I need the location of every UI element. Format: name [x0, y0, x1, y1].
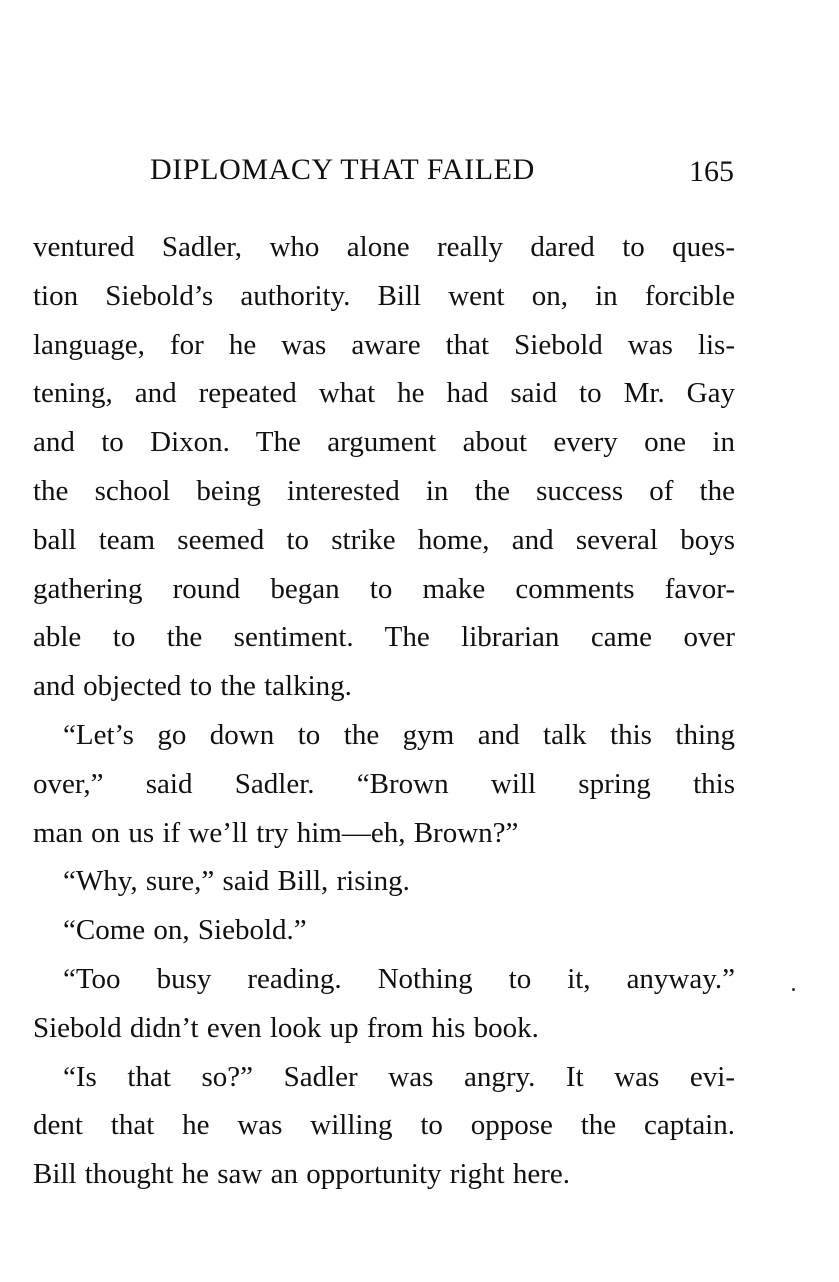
- print-speck: [792, 988, 795, 991]
- text-line: gathering round began to make comments favor-: [33, 572, 735, 605]
- paragraph: [33, 906, 735, 955]
- text-line: over,” said Sadler. “Brown will spring this: [33, 767, 735, 800]
- paragraph: [33, 1053, 735, 1199]
- text-line: “Is that so?” Sadler was angry. It was evi-: [63, 1060, 735, 1093]
- paragraph: [33, 955, 735, 1053]
- paragraph: [33, 711, 735, 857]
- text-line: ventured Sadler, who alone really dared to ques-: [33, 231, 735, 263]
- text-line: language, for he was aware that Siebold was lis-: [33, 328, 735, 361]
- text-line: dent that he was willing to oppose the captain.: [33, 1109, 735, 1142]
- text-line: “Too busy reading. Nothing to it, anyway.”: [63, 962, 735, 995]
- text-line: and objected to the talking.: [33, 670, 352, 703]
- chapter-title: DIPLOMACY THAT FAILED: [150, 153, 535, 186]
- text-line: “Why, sure,” said Bill, rising.: [63, 865, 410, 898]
- text-line: “Let’s go down to the gym and talk this thing: [63, 718, 735, 751]
- text-line: “Come on, Siebold.”: [63, 914, 307, 947]
- text-line: Bill thought he saw an opportunity right here.: [33, 1158, 570, 1191]
- text-line: Siebold didn’t even look up from his book.: [33, 1011, 539, 1044]
- text-line: and to Dixon. The argument about every one in: [33, 426, 735, 459]
- page-number: 165: [689, 155, 734, 188]
- text-line: the school being interested in the success of the: [33, 474, 735, 507]
- running-head: [150, 148, 740, 192]
- text-line: able to the sentiment. The librarian came over: [33, 621, 735, 654]
- paragraph: [33, 857, 735, 906]
- text-line: ball team seemed to strike home, and several boys: [33, 523, 735, 556]
- text-line: tening, and repeated what he had said to Mr. Gay: [33, 377, 735, 410]
- body-text: [33, 223, 735, 1199]
- text-line: tion Siebold’s authority. Bill went on, in forcible: [33, 279, 735, 312]
- text-line: man on us if we’ll try him—eh, Brown?”: [33, 816, 519, 849]
- paragraph: [33, 223, 735, 711]
